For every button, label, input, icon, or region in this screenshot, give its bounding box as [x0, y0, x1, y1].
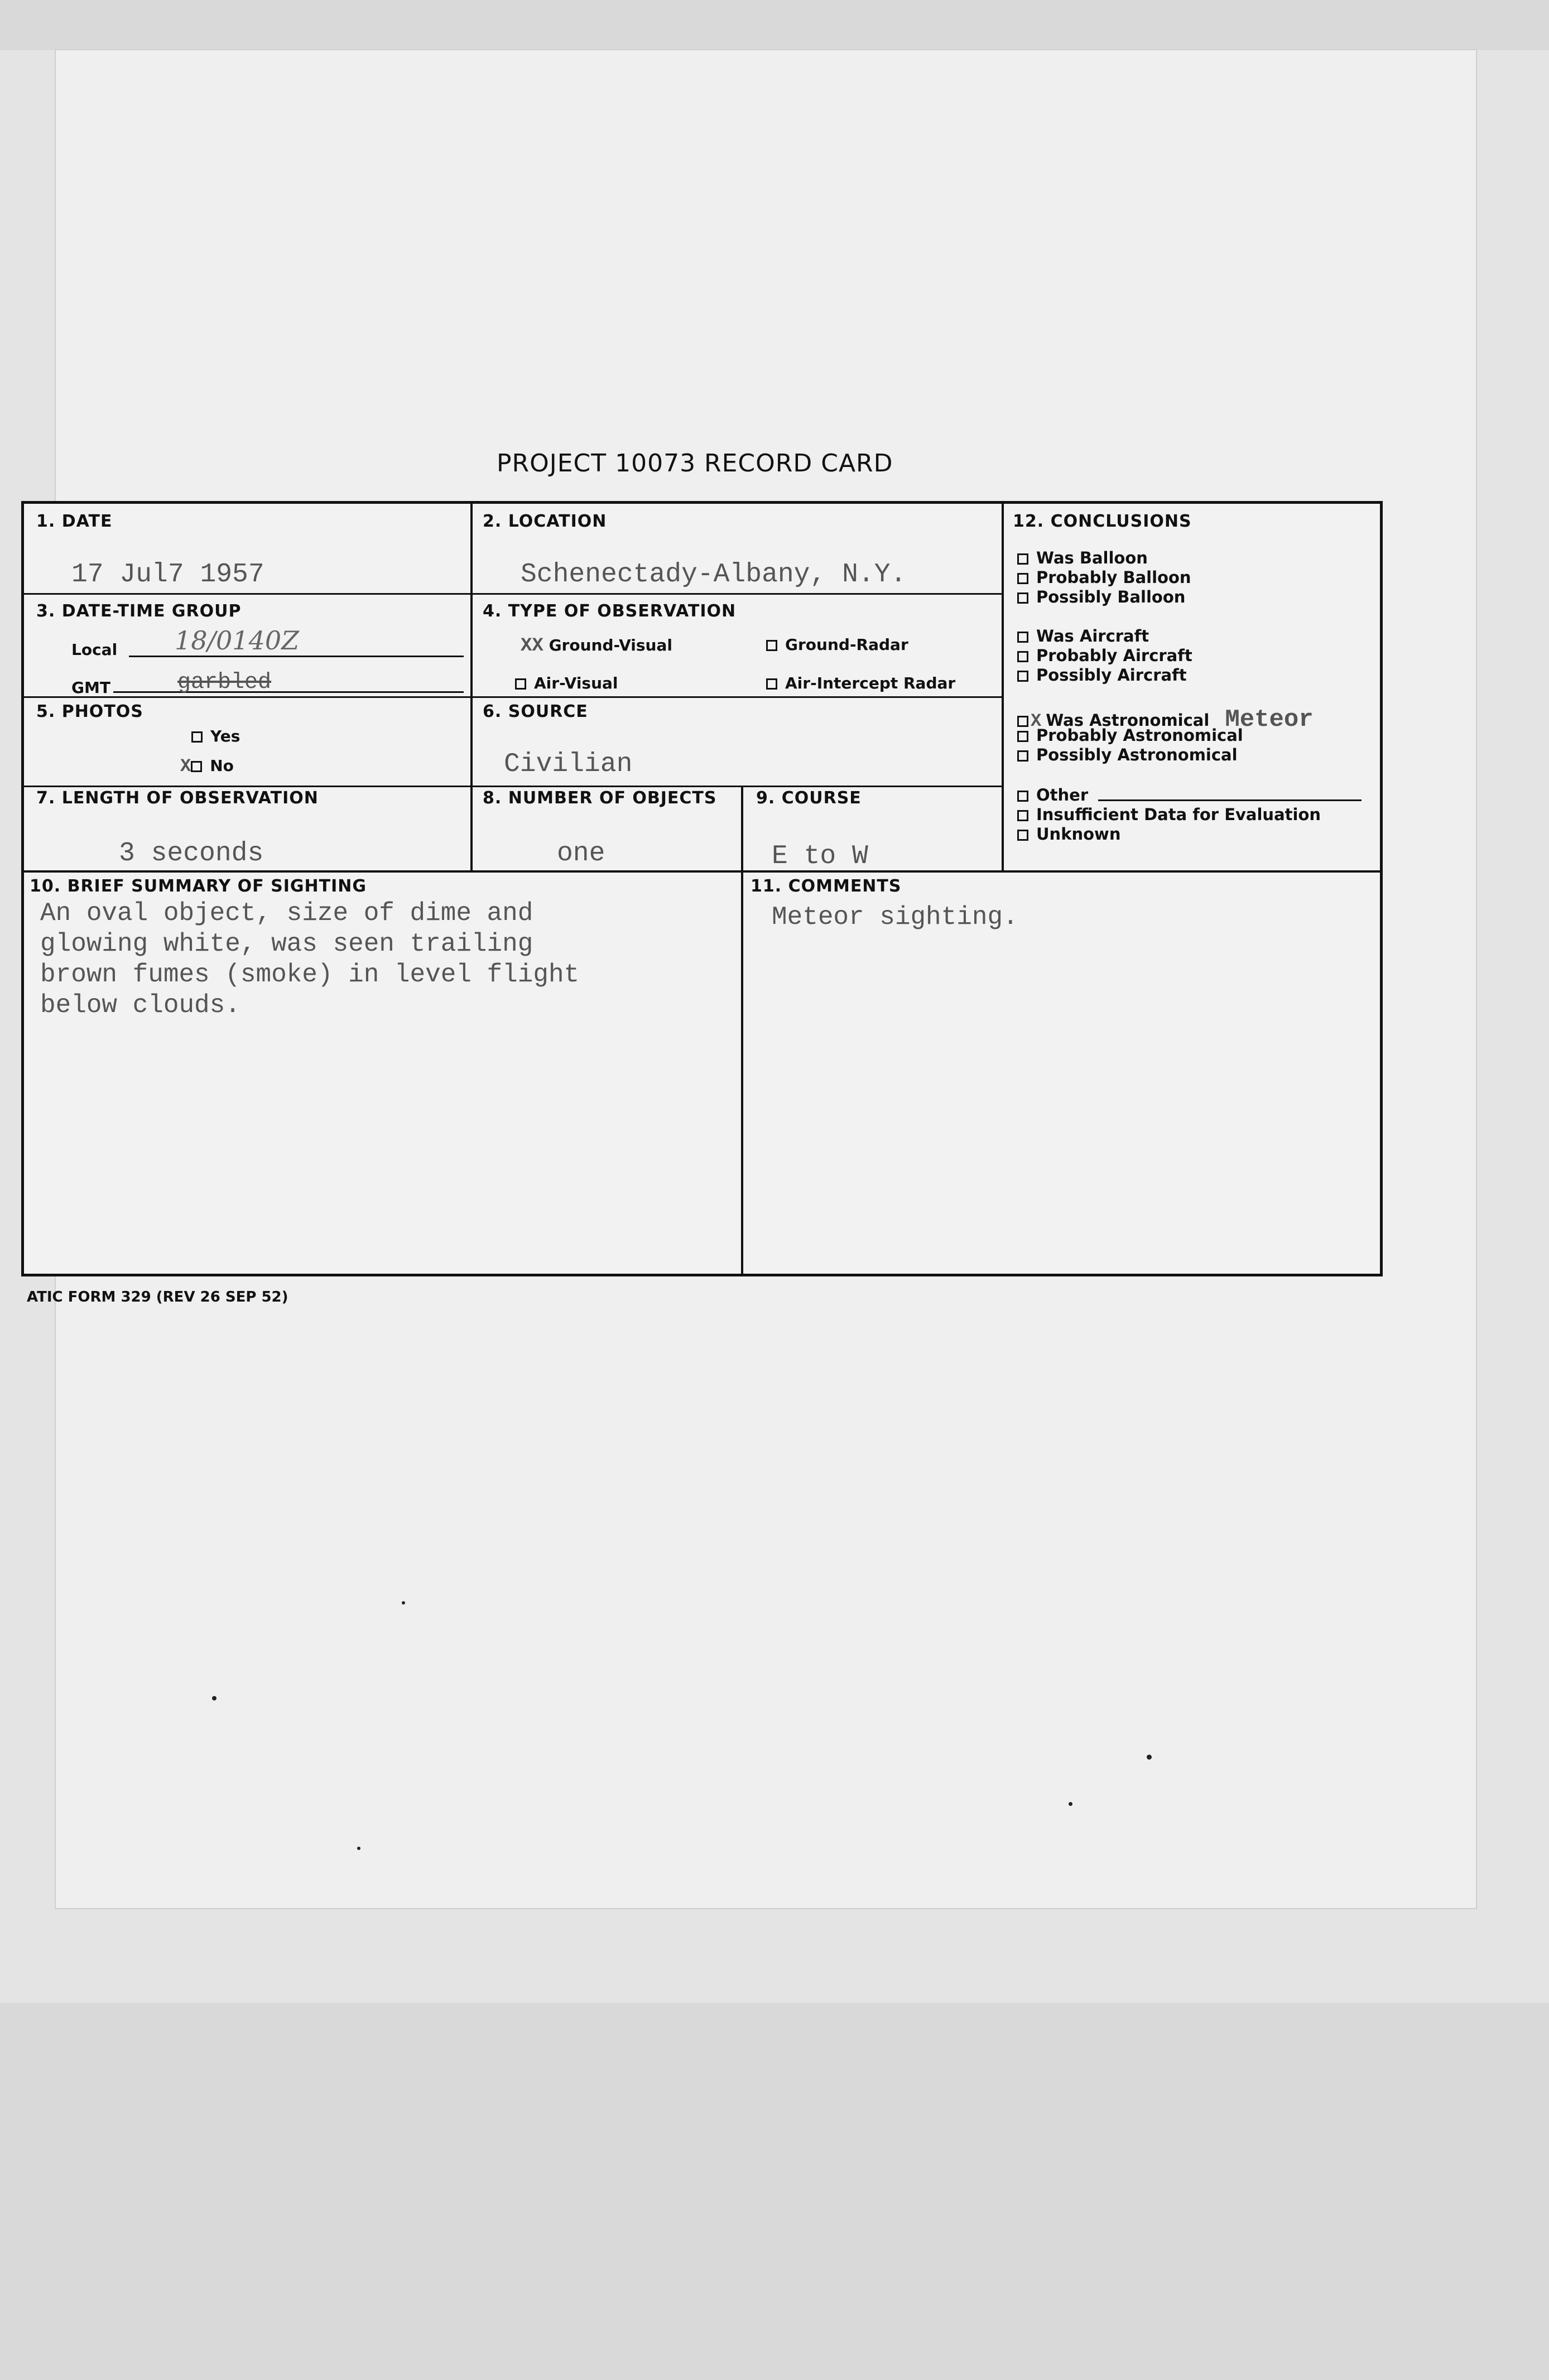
conclusion-item-other: Other [1017, 786, 1088, 804]
summary-line: An oval object, size of dime and [40, 899, 533, 928]
conclusion-item: Probably Aircraft [1017, 646, 1192, 665]
local-value: 18/0140Z [175, 625, 300, 656]
length-of-observation-value: 3 seconds [119, 839, 264, 869]
air-visual-checkbox [515, 678, 526, 690]
air-intercept-radar-option [766, 674, 955, 692]
comments-label: 11. COMMENTS [751, 876, 902, 896]
conclusion-checkbox [1017, 651, 1028, 662]
number-of-objects-value: one [557, 839, 605, 869]
length-of-observation-label: 7. LENGTH OF OBSERVATION [36, 788, 319, 808]
air-visual-option [515, 674, 618, 692]
course-value: E to W [772, 841, 868, 871]
summary-line: brown fumes (smoke) in level flight [40, 960, 580, 989]
conclusion-item: Was Aircraft [1017, 627, 1149, 645]
conclusion-checkbox [1017, 553, 1028, 565]
scan-speck [212, 1696, 217, 1700]
photos-yes-label: Yes [210, 727, 240, 745]
air-intercept-radar-checkbox [766, 678, 777, 690]
photos-no-label: No [210, 757, 234, 775]
location-value: Schenectady-Albany, N.Y. [521, 560, 907, 590]
astronomical-mark: X [1031, 711, 1042, 731]
conclusion-checkbox [1017, 791, 1028, 802]
record-card [21, 501, 1383, 1276]
conclusion-checkbox [1017, 573, 1028, 584]
conclusion-item: Insufficient Data for Evaluation [1017, 805, 1321, 824]
ground-visual-label: Ground-Visual [549, 636, 672, 654]
conclusion-checkbox [1017, 671, 1028, 682]
date-value: 17 Jul7 1957 [71, 560, 264, 590]
scan-speck [1069, 1802, 1072, 1806]
scan-speck [402, 1601, 405, 1605]
source-label: 6. SOURCE [483, 702, 588, 721]
conclusion-checkbox [1017, 830, 1028, 841]
astronomical-note: Meteor [1225, 706, 1314, 734]
gmt-underline [113, 691, 464, 693]
conclusion-item: Probably Astronomical [1017, 726, 1243, 745]
location-label: 2. LOCATION [483, 512, 607, 531]
air-intercept-radar-label: Air-Intercept Radar [785, 674, 956, 692]
photos-no-mark: X [180, 756, 191, 777]
conclusion-item: Probably Balloon [1017, 568, 1191, 587]
summary-line: glowing white, was seen trailing [40, 929, 533, 958]
photos-yes-option [191, 727, 240, 745]
conclusions-label: 12. CONCLUSIONS [1013, 512, 1192, 531]
conclusion-item: Possibly Astronomical [1017, 745, 1238, 764]
date-label: 1. DATE [36, 512, 113, 531]
photos-no-checkbox [191, 761, 202, 772]
ground-radar-label: Ground-Radar [785, 635, 908, 654]
source-value: Civilian [504, 749, 633, 779]
ground-radar-checkbox [766, 640, 777, 651]
conclusion-checkbox [1017, 810, 1028, 821]
divider-h-4 [24, 870, 1380, 873]
card-title: PROJECT 10073 RECORD CARD [497, 449, 893, 478]
photos-no-option [180, 756, 234, 777]
course-label: 9. COURSE [756, 788, 862, 808]
scan-speck [357, 1847, 360, 1850]
local-underline [129, 656, 464, 657]
ground-visual-option [521, 635, 672, 657]
air-visual-label: Air-Visual [534, 674, 618, 692]
conclusion-checkbox [1017, 592, 1028, 604]
conclusion-checkbox [1017, 716, 1028, 727]
photos-yes-checkbox [191, 731, 203, 743]
divider-v-3 [741, 786, 743, 1274]
conclusion-item-astronomical: X Was Astronomical Meteor [1017, 706, 1314, 734]
conclusion-checkbox [1017, 750, 1028, 762]
divider-h-2 [24, 696, 1002, 698]
scan-speck [1147, 1755, 1152, 1760]
conclusion-item: Unknown [1017, 825, 1121, 844]
brief-summary-text [40, 898, 738, 1021]
date-time-group-label: 3. DATE-TIME GROUP [36, 601, 242, 621]
divider-h-1 [24, 593, 1002, 595]
brief-summary-label: 10. BRIEF SUMMARY OF SIGHTING [30, 876, 367, 896]
summary-line: below clouds. [40, 991, 240, 1020]
type-of-observation-label: 4. TYPE OF OBSERVATION [483, 601, 737, 621]
photos-label: 5. PHOTOS [36, 702, 143, 721]
local-label: Local [71, 640, 118, 659]
conclusion-item: Possibly Balloon [1017, 587, 1185, 606]
other-underline [1098, 799, 1362, 801]
gmt-value: garbled [177, 670, 272, 695]
ground-visual-mark: XX [521, 635, 543, 657]
number-of-objects-label: 8. NUMBER OF OBJECTS [483, 788, 717, 808]
divider-h-3 [24, 786, 1002, 787]
form-footer: ATIC FORM 329 (REV 26 SEP 52) [27, 1289, 288, 1305]
conclusion-checkbox [1017, 632, 1028, 643]
conclusion-item: Possibly Aircraft [1017, 666, 1187, 685]
gmt-label: GMT [71, 678, 110, 697]
conclusion-item: Was Balloon [1017, 548, 1148, 567]
ground-radar-option [766, 635, 908, 654]
comments-value: Meteor sighting. [772, 903, 1018, 932]
divider-v-1 [470, 504, 473, 872]
divider-v-2 [1002, 504, 1004, 872]
conclusion-checkbox [1017, 731, 1028, 742]
